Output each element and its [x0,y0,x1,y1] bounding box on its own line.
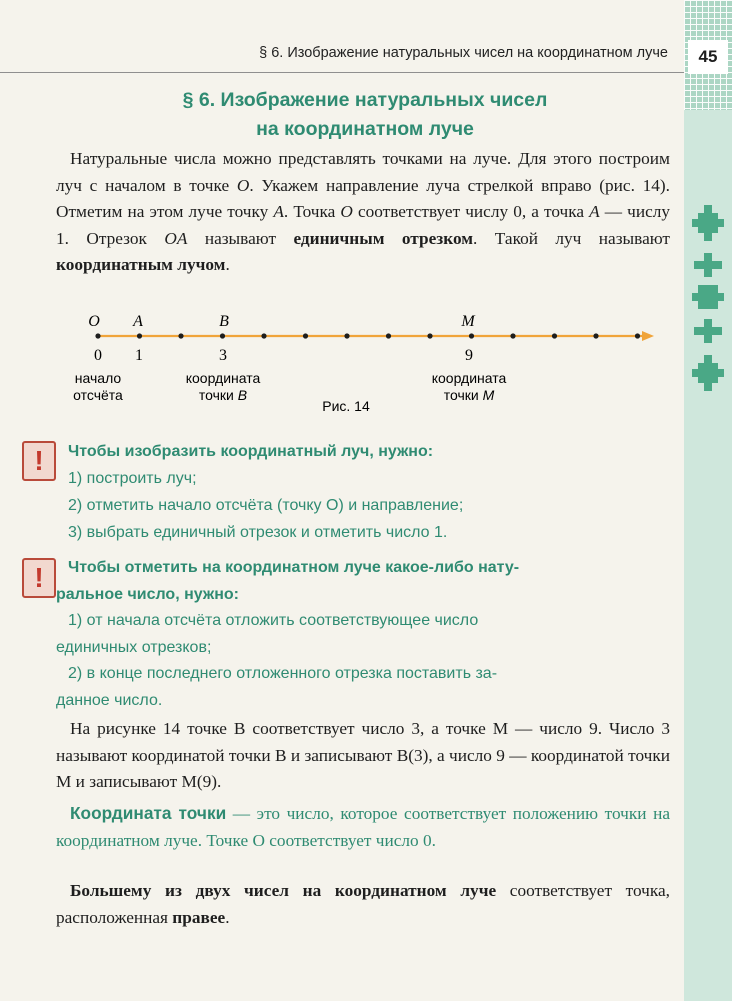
warning-icon: ! [22,441,56,481]
section-title-line2: на координатном луче [256,118,474,140]
tick-value: 0 [94,347,102,364]
point-A-ref: A [589,202,600,221]
rule2-item2-line2: данное число. [56,691,163,709]
header-divider [0,72,684,73]
intro-paragraph [56,146,670,279]
tick-value: 9 [465,347,473,364]
definition-paragraph [56,800,670,854]
intro-text: . Укажем направление луча стрелкой вправо (рис. 14). Отметим на этом луче точку [56,175,670,221]
label-M-line2: точки M [443,387,495,403]
tick-value: 1 [135,347,143,364]
section-title-line1: § 6. Изображение натуральных чисел [182,89,548,111]
conclusion-bold: правее [172,907,226,927]
rule1-item: 1) построить луч; [68,470,197,487]
rule2-item1-line1: 1) от начала отсчёта отложить соответствующее число [68,612,479,629]
intro-text: . [225,255,230,274]
figure-caption: Рис. 14 [322,398,370,414]
conclusion-paragraph [56,878,670,931]
ray-point [469,333,474,338]
label-M-line1: координата [431,370,507,386]
ray-point [95,333,100,338]
rule2-heading-line2: ральное число, нужно: [56,585,239,603]
conclusion-text: соответствует точка, расположенная [56,881,670,927]
point-letter: O [88,313,100,330]
label-B-line1: координата [185,370,261,386]
point-A-ref: A [273,202,284,221]
conclusion-text: . [225,907,230,927]
ray-point [303,333,308,338]
rule1-item: 2) отметить начало отсчёта (точку O) и направление; [68,497,464,514]
paragraph-coordinates: На рисунке 14 точке B соответствует число 3, а точке M — число 9. Число 3 называют координатой точки B и записывают B(3), а число 9 — координатой точки M и записывают M(9). [56,719,670,791]
margin-ornament-icon [690,205,726,395]
intro-text: Натуральные числа можно представлять точками на луче. Для этого построим луч с началом в точке [56,149,670,195]
intro-text: . Такой луч называют [473,228,670,248]
figure-coordinate-ray [60,308,670,418]
intro-text: соответствует числу 0, а точка [352,202,590,221]
ray-point [510,333,515,338]
term-unit-segment: единичным отрезком [293,228,474,248]
point-letter: B [219,313,229,330]
rule2-heading-line1: Чтобы отметить на координатном луче какое-либо нату- [68,559,520,576]
ray-point [178,333,183,338]
rule2-item2-line1: 2) в конце последнего отложенного отрезка поставить за- [68,665,498,682]
intro-text: . Точка [283,202,341,221]
rule-box-2 [56,555,670,714]
label-B-line2: точки B [198,387,248,403]
definition-term: Координата точки [70,803,227,823]
ray-point [593,333,598,338]
intro-text: — числу 1. Отрезок [56,202,671,248]
ray-point [137,333,142,338]
rule2-item1-line2: единичных отрезков; [56,638,212,656]
section-title [60,86,670,144]
running-header: § 6. Изображение натуральных чисел на координатном луче [259,45,668,61]
rule1-heading: Чтобы изобразить координатный луч, нужно: [68,443,434,460]
ray-arrow-icon [642,331,654,341]
label-origin-line1: начало [74,370,122,386]
term-coordinate-ray: координатным лучом [56,255,226,274]
conclusion-bold: Большему из двух чисел на координатном луче [70,881,497,900]
point-letter: M [461,313,475,330]
definition-text: — это число, которое соответствует положению точки на координатном луче. Точке O соответствует число 0. [56,804,670,850]
ray-point [220,333,225,338]
ray-point [261,333,266,338]
ray-point [635,333,640,338]
page-number: 45 [688,40,728,74]
intro-text: называют [187,228,294,248]
right-margin-strip [684,0,732,1001]
ray-point [386,333,391,338]
tick-value: 3 [219,347,227,364]
rule1-item: 3) выбрать единичный отрезок и отметить число 1. [68,524,448,541]
point-letter: A [133,313,143,330]
ray-point [552,333,557,338]
label-origin-line2: отсчёта [73,387,123,403]
rule-box-1 [56,438,670,546]
warning-icon: ! [22,558,56,598]
segment-OA-ref: OA [164,228,188,248]
point-O-ref: O [236,175,250,195]
ray-point [427,333,432,338]
ray-point [344,333,349,338]
point-O-ref: O [340,202,353,221]
